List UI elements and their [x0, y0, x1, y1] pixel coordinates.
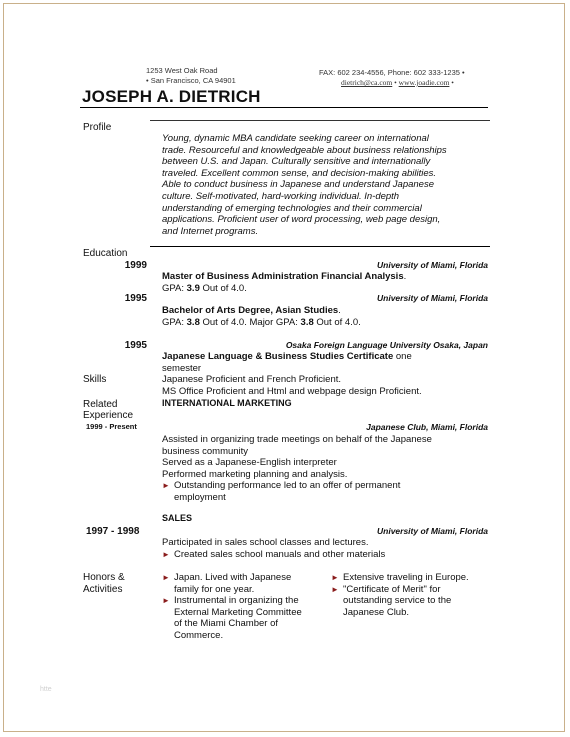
honors-right-column [331, 572, 469, 618]
honor-item [162, 572, 302, 584]
gpa-line [162, 317, 361, 329]
gpa-suffix: Out of 4.0. Major GPA: [199, 317, 301, 328]
bullet-text: Outstanding performance led to an offer of permanent [174, 480, 401, 492]
experience-label-line-1: Related [83, 399, 118, 410]
bullet-continuation: employment [174, 491, 226, 503]
degree-name: Japanese Language & Business Studies Certificate [162, 351, 394, 362]
gpa-prefix: GPA: [162, 283, 187, 294]
triangle-bullet-icon: ► [162, 573, 170, 582]
gpa-value: 3.9 [186, 283, 200, 294]
address-line-2: • San Francisco, CA 94901 [146, 76, 236, 85]
school-name: University of Miami, Florida [377, 293, 488, 303]
sales-title: SALES [162, 513, 193, 523]
honor-continuation: of the Miami Chamber of [174, 618, 279, 630]
degree-period: . [403, 271, 407, 282]
job-title: INTERNATIONAL MARKETING [162, 398, 292, 408]
experience-line: business community [162, 445, 249, 457]
honors-label-line-1: Honors & [83, 572, 125, 583]
honor-continuation: Commerce. [174, 629, 224, 641]
experience-bullet-item [162, 480, 432, 492]
profile-line: understanding of emerging technologies and their commercial [162, 202, 422, 214]
profile-line: Able to conduct business in Japanese and understand Japanese [162, 179, 435, 191]
profile-line: between U.S. and Japan. Culturally sensitive and internationally [162, 156, 431, 168]
sales-text [162, 537, 385, 560]
sales-bullet-item [162, 549, 385, 561]
profile-label: Profile [83, 122, 112, 133]
skill-line: Japanese Proficient and French Proficient. [162, 374, 342, 385]
profile-line: Young, dynamic MBA candidate seeking career on international [162, 133, 429, 144]
candidate-name: JOSEPH A. DIETRICH [82, 87, 261, 106]
profile-line: applications. Proficient user of word processing, web page design, [162, 214, 441, 226]
gpa-line [162, 283, 247, 295]
degree-period: . [338, 305, 341, 316]
education-label: Education [83, 248, 128, 259]
bullet-text: Created sales school manuals and other materials [174, 548, 386, 560]
education-year: 1995 [124, 340, 147, 351]
gpa-value: 3.8 [186, 317, 200, 328]
website-link[interactable]: www.joadie.com [398, 78, 450, 87]
triangle-bullet-icon: ► [331, 584, 339, 594]
watermark: htte [40, 686, 52, 693]
experience-line: Served as a Japanese-English interpreter [162, 457, 337, 469]
major-gpa-suffix: Out of 4.0. [313, 317, 361, 328]
contact-separator: • [394, 78, 397, 87]
profile-line: traveled. Excellent common sense, and decision-making abilities. [162, 167, 437, 179]
gpa-suffix: Out of 4.0. [199, 283, 247, 294]
skills-text [162, 374, 422, 397]
honor-item [331, 584, 469, 596]
address-line-1: 1253 West Oak Road [146, 66, 218, 75]
sales-line: Participated in sales school classes and lectures. [162, 537, 369, 548]
honor-continuation: Japanese Club. [343, 606, 410, 618]
contact-end-bullet: • [451, 78, 454, 87]
profile-line: culture. Self-motivated, hard-working individual. In-depth [162, 190, 400, 202]
contact-phone-fax: FAX: 602 234-4556, Phone: 602 333-1235 • [319, 68, 465, 77]
education-year: 1995 [124, 293, 147, 304]
experience-label-line-2: Experience [83, 410, 134, 421]
triangle-bullet-icon: ► [162, 549, 170, 559]
school-name: University of Miami, Florida [377, 260, 488, 270]
organization-name: Japanese Club, Miami, Florida [366, 422, 488, 432]
honor-text: Extensive traveling in Europe. [343, 572, 469, 583]
degree-title [162, 305, 341, 317]
education-year: 1999 [124, 260, 147, 271]
school-name: Osaka Foreign Language University Osaka, Japan [285, 340, 488, 350]
triangle-bullet-icon: ► [162, 596, 170, 606]
honor-continuation: External Marketing Committee [174, 606, 302, 618]
organization-name: University of Miami, Florida [377, 526, 488, 536]
honor-text: "Certificate of Merit" for [343, 583, 441, 595]
experience-text [162, 434, 432, 504]
honors-label-line-2: Activities [83, 584, 123, 595]
major-gpa-value: 3.8 [300, 317, 314, 328]
honor-text: Japan. Lived with Japanese [174, 572, 292, 583]
degree-tail-line: semester [162, 363, 202, 374]
header-rule [80, 107, 488, 108]
honor-continuation: outstanding service to the [343, 595, 452, 607]
profile-rule [150, 120, 490, 121]
email-link[interactable]: dietrich@ca.com [341, 78, 393, 87]
degree-title [162, 271, 406, 283]
degree-tail: one [393, 351, 412, 362]
honor-text: Instrumental in organizing the [174, 595, 299, 607]
experience-line: Assisted in organizing trade meetings on behalf of the Japanese [162, 434, 432, 445]
experience-line: Performed marketing planning and analysis. [162, 468, 348, 480]
contact-web-line [341, 78, 454, 87]
honor-item [162, 595, 302, 607]
skill-line: MS Office Proficient and Html and webpage design Proficient. [162, 385, 422, 397]
honor-continuation: family for one year. [174, 583, 255, 595]
skills-label: Skills [83, 374, 107, 385]
gpa-prefix: GPA: [162, 317, 187, 328]
triangle-bullet-icon: ► [331, 573, 339, 582]
honor-item [331, 572, 469, 584]
degree-name: Bachelor of Arts Degree, Asian Studies [162, 305, 339, 316]
degree-name: Master of Business Administration Financial Analysis [162, 271, 404, 282]
triangle-bullet-icon: ► [162, 481, 170, 491]
sales-period: 1997 - 1998 [86, 526, 140, 537]
honors-left-column [162, 572, 302, 642]
experience-period: 1999 - Present [86, 422, 137, 431]
degree-title [162, 351, 412, 363]
profile-line: and Internet programs. [162, 225, 259, 237]
profile-text [162, 133, 447, 237]
education-rule [150, 246, 490, 247]
profile-line: trade. Resourceful and knowledgeable about business relationships [162, 144, 447, 156]
